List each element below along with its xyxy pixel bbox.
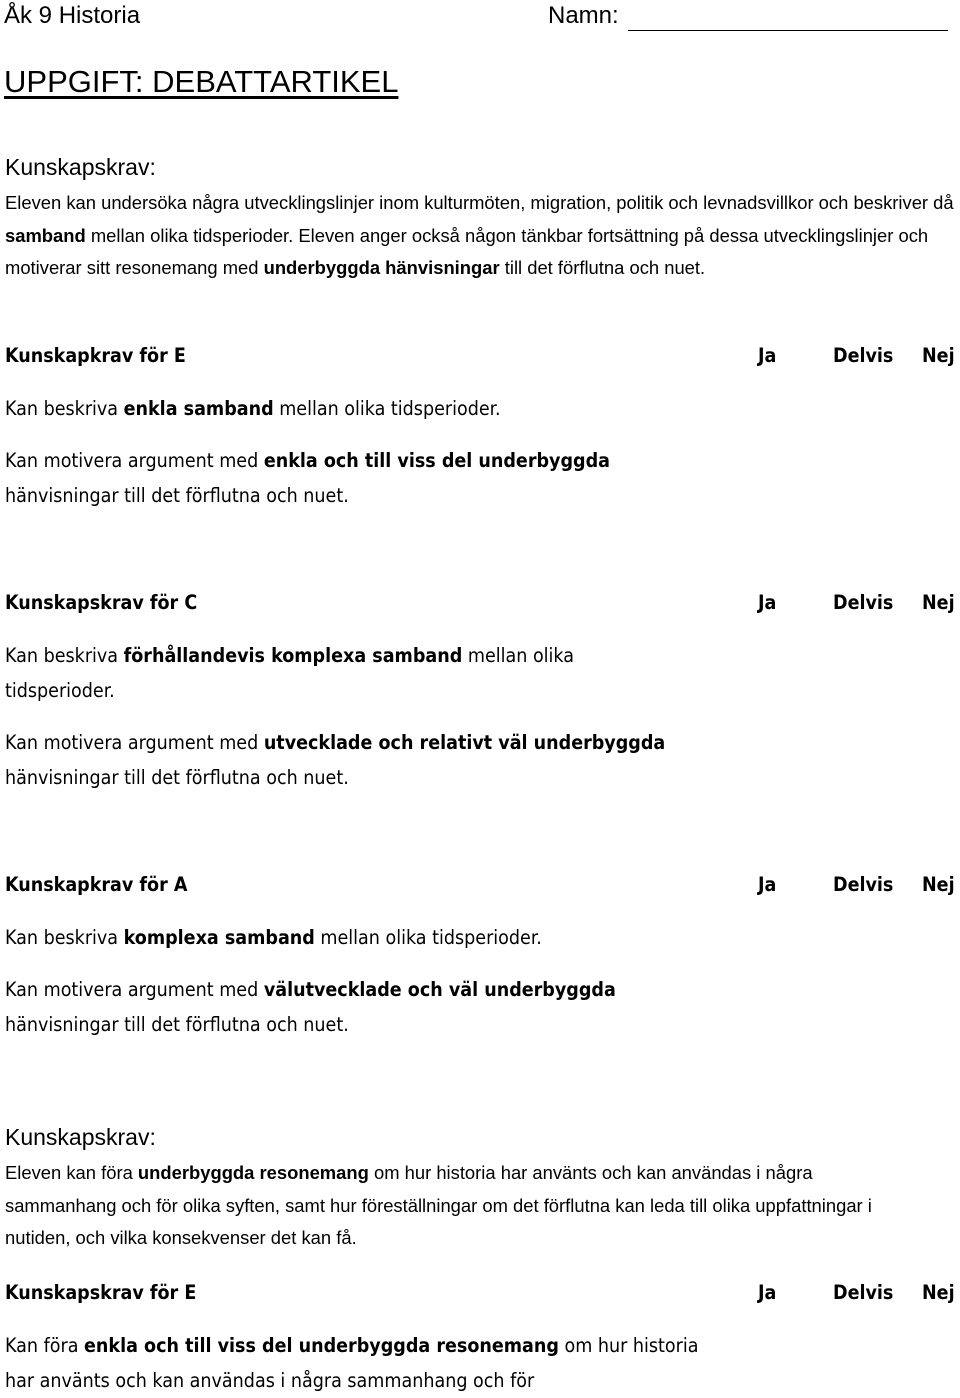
option-partly[interactable]: Delvis: [833, 344, 894, 367]
name-label: Namn:: [548, 2, 619, 29]
criterion-text: hänvisningar till det förflutna och nuet.: [5, 484, 349, 507]
section-e-label: Kunskapkrav för E: [5, 344, 186, 367]
criterion-text: Kan motivera argument med: [5, 731, 264, 754]
criterion-emphasis: enkla och till viss del underbyggda: [263, 449, 610, 472]
criterion: [5, 972, 695, 1042]
criterion-emphasis: välutvecklade och väl underbyggda: [263, 978, 616, 1001]
criterion-text: Kan beskriva: [5, 926, 124, 949]
page-title: UPPGIFT: DEBATTARTIKEL: [4, 64, 399, 99]
intro-text: till det förflutna och nuet.: [499, 257, 706, 278]
intro-emphasis: samband: [5, 224, 86, 246]
criterion: [5, 391, 765, 426]
criterion: [5, 638, 655, 708]
requirements-heading-2: Kunskapskrav:: [5, 1124, 156, 1150]
criterion-text: mellan olika tidsperioder.: [5, 644, 574, 702]
criterion-emphasis: enkla och till viss del underbyggda resonemang: [84, 1334, 559, 1357]
option-no[interactable]: Nej: [922, 591, 955, 614]
criterion-text: mellan olika tidsperioder.: [314, 926, 542, 949]
criterion-text: Kan föra: [5, 1334, 85, 1357]
option-no[interactable]: Nej: [922, 873, 955, 896]
criterion-emphasis: förhållandevis komplexa samband: [123, 644, 463, 667]
intro-text: Eleven kan undersöka några utvecklingslinjer inom kulturmöten, migration, politik och levnadsvillkor och beskriver då: [5, 192, 954, 213]
criterion-text: Kan motivera argument med: [5, 449, 264, 472]
section-a-label: Kunskapkrav för A: [5, 873, 188, 896]
requirements-heading-1: Kunskapskrav:: [5, 154, 156, 180]
option-no[interactable]: Nej: [922, 1281, 955, 1304]
requirements-intro-2: [5, 1157, 925, 1255]
criterion: [5, 725, 745, 795]
intro-text: mellan olika tidsperioder. Eleven anger också någon tänkbar fortsättning på dessa utvecklingslinjer och motiverar sitt resonemang med: [5, 224, 929, 278]
intro-text: om hur historia har använts och kan användas i några sammanhang och för olika syften, samt hur föreställningar om det förflutna kan leda till olika uppfattningar i nutiden, och vilka konsekvenser det kan få.: [5, 1162, 872, 1248]
option-yes[interactable]: Ja: [758, 344, 777, 367]
criterion: [5, 920, 765, 955]
criterion-emphasis: komplexa samband: [123, 926, 315, 949]
section-c-label: Kunskapskrav för C: [5, 591, 198, 614]
criterion-text: hänvisningar till det förflutna och nuet.: [5, 1013, 349, 1036]
option-partly[interactable]: Delvis: [833, 1281, 894, 1304]
option-no[interactable]: Nej: [922, 344, 955, 367]
intro-emphasis: underbyggda resonemang: [137, 1162, 369, 1183]
criterion-text: Kan beskriva: [5, 397, 124, 420]
name-field-line[interactable]: [628, 30, 948, 31]
criterion-text: Kan motivera argument med: [5, 978, 264, 1001]
criterion-emphasis: enkla samband: [123, 397, 274, 420]
intro-emphasis: underbyggda hänvisningar: [263, 257, 500, 278]
criterion-text: mellan olika tidsperioder.: [273, 397, 501, 420]
section-e2-label: Kunskapskrav för E: [5, 1281, 197, 1304]
option-yes[interactable]: Ja: [758, 873, 777, 896]
option-partly[interactable]: Delvis: [833, 591, 894, 614]
criterion-text: hänvisningar till det förflutna och nuet.: [5, 766, 349, 789]
option-yes[interactable]: Ja: [758, 1281, 777, 1304]
option-yes[interactable]: Ja: [758, 591, 777, 614]
intro-text: Eleven kan föra: [5, 1162, 138, 1183]
option-partly[interactable]: Delvis: [833, 873, 894, 896]
criterion: [5, 443, 685, 513]
criterion-text: Kan beskriva: [5, 644, 124, 667]
criterion-text: om hur historia har använts och kan användas i några sammanhang och för: [5, 1334, 699, 1392]
course-label: Åk 9 Historia: [4, 2, 141, 29]
criterion: [5, 1328, 705, 1398]
criterion-emphasis: utvecklade och relativt väl underbyggda: [263, 731, 666, 754]
requirements-intro-1: [5, 187, 955, 285]
